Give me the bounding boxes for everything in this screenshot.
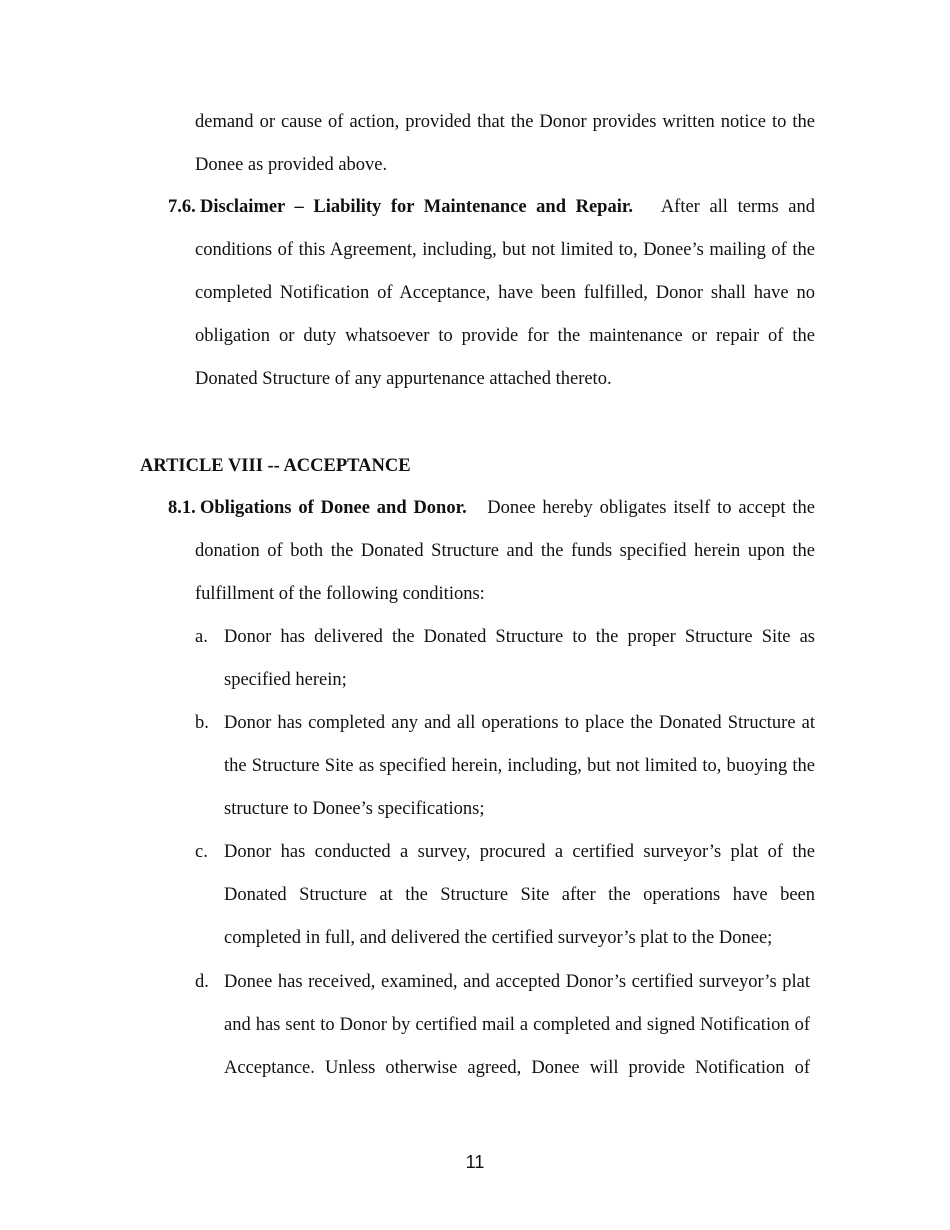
section-7-6-number: 7.6. — [168, 197, 196, 217]
page-number: 11 — [465, 1152, 485, 1172]
list-item-text: Donor has conducted a survey, procured a certified surveyor’s plat of the Donated Structure at the Structure Site after the operations have been completed in full, and delivered the certified surveyor’s plat to the Donee; — [224, 842, 815, 948]
section-8-1-body: Donee hereby obligates itself to accept the donation of both the Donated Structure and the funds specified herein upon the fulfillment of the following conditions: — [195, 498, 816, 604]
list-item-letter: c. — [195, 842, 208, 862]
continuation-paragraph: demand or cause of action, provided that the Donor provides written notice to the Donee as provided above. — [195, 112, 815, 175]
section-7-6-paragraph — [195, 186, 815, 401]
list-item-text: Donee has received, examined, and accepted Donor’s certified surveyor’s plat and has sent to Donor by certified mail a completed and signed Notification of Acceptance. Unless otherwise agreed, Donee will provide Notification of — [224, 972, 810, 1078]
list-item-letter: d. — [195, 972, 209, 992]
section-7-6-title: Disclaimer – Liability for Maintenance and Repair. — [200, 197, 633, 217]
list-item-text: Donor has completed any and all operations to place the Donated Structure at the Structure Site as specified herein, including, but not limited to, buoying the structure to Donee’s specifications; — [224, 713, 815, 819]
list-item-letter: b. — [195, 713, 209, 733]
article-8-heading: ARTICLE VIII -- ACCEPTANCE — [140, 456, 411, 476]
section-8-1-number: 8.1. — [168, 498, 196, 518]
section-8-1-title: Obligations of Donee and Donor. — [200, 498, 467, 518]
list-item-letter: a. — [195, 627, 208, 647]
section-8-1-paragraph — [195, 487, 815, 616]
list-item-text: Donor has delivered the Donated Structure to the proper Structure Site as specified herein; — [224, 627, 815, 690]
section-7-6-body: After all terms and conditions of this Agreement, including, but not limited to, Donee’s mailing of the completed Notification of Acceptance, have been fulfilled, Donor shall have no obligation or duty whatsoever to provide for the maintenance or repair of the Donated Structure of any appurtenance attached thereto. — [195, 197, 815, 389]
